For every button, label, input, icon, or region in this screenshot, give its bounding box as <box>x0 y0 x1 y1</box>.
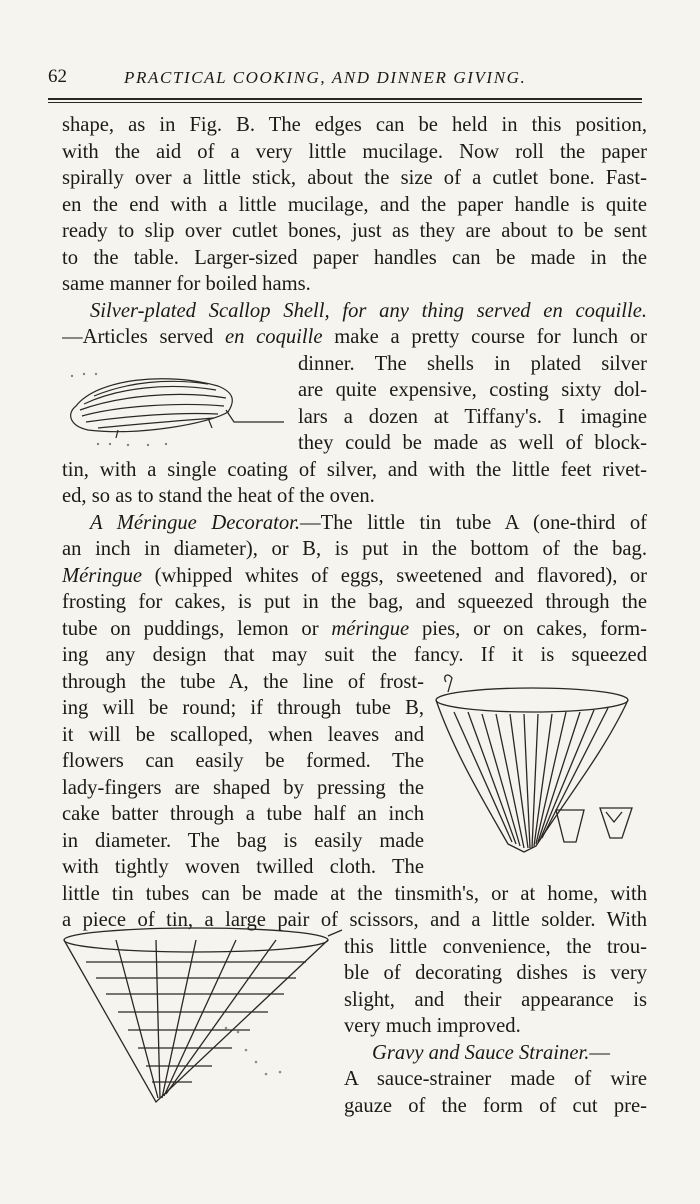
text-line <box>62 563 647 590</box>
meringue-a: tube on puddings, lemon or <box>62 617 332 640</box>
text-line: this little convenience, the trou- <box>344 935 647 958</box>
text-line: same manner for boiled hams. <box>62 273 311 295</box>
text-line: cake batter through a tube half an inch <box>62 803 424 825</box>
header-rule <box>48 98 642 100</box>
scallop-heading <box>62 298 647 325</box>
meringue-b: pies, or on cakes, form- <box>409 617 647 640</box>
meringue-bag-icon <box>424 672 654 862</box>
text-line: lady-fingers are shaped by pressing the <box>62 776 424 799</box>
scallop-lead: —Articles served <box>62 326 225 348</box>
text-line <box>62 510 647 537</box>
scallop-tail: make a pretty course for lunch or <box>322 326 647 348</box>
text-line: flowers can easily be formed. The <box>62 750 424 772</box>
text-line: spirally over a little stick, about the size of a cutlet bone. Fast- <box>62 167 647 189</box>
strainer-heading: Gravy and Sauce Strainer. <box>372 1041 590 1064</box>
page-number: 62 <box>48 66 67 87</box>
strainer-dash: — <box>589 1041 610 1064</box>
sauce-strainer-illustration <box>56 922 346 1108</box>
text-line: A sauce-strainer made of wire <box>344 1068 647 1090</box>
text-line: through the tube A, the line of frost- <box>62 670 424 693</box>
text-line: shape, as in Fig. B. The edges can be held in this position, <box>62 114 647 136</box>
text-line: are quite expensive, costing sixty dol- <box>298 379 647 401</box>
text-line: little tin tubes can be made at the tinsmith's, or at home, with <box>62 882 647 905</box>
text-line: with tightly woven twilled cloth. The <box>62 856 424 878</box>
text-line: an inch in diameter), or B, is put in the bottom of the bag. <box>62 538 647 560</box>
page-header <box>48 60 648 94</box>
text-line: very much improved. <box>344 1015 521 1037</box>
text-line: lars a dozen at Tiffany's. I imagine <box>298 405 647 428</box>
text-line: slight, and their appearance is <box>344 988 647 1011</box>
scallop-en-coquille: en coquille <box>224 326 323 348</box>
meringue-desc: (whipped whites of eggs, sweetened and flavored), or <box>154 564 647 587</box>
text-line: en the end with a little mucilage, and the paper handle is quite <box>62 193 647 216</box>
scallop-heading-text: Silver-plated Scallop Shell, for any thing served en coquille. <box>90 299 647 322</box>
meringue-word-lower: méringue <box>331 617 410 640</box>
strainer-icon <box>56 922 346 1108</box>
scallop-shell-illustration <box>58 366 290 450</box>
text-line: ready to slip over cutlet bones, just as they are about to be sent <box>62 220 647 242</box>
text-line: frosting for cakes, is put in the bag, and squeezed through the <box>62 591 647 613</box>
text-line: dinner. The shells in plated silver <box>298 352 647 375</box>
text-line: tin, with a single coating of silver, and with the little feet rivet- <box>62 458 647 481</box>
text-line: ing will be round; if through tube B, <box>62 697 424 719</box>
scallop-shell-icon <box>58 366 290 450</box>
meringue-word: Méringue <box>62 564 143 587</box>
text-line: ed, so as to stand the heat of the oven. <box>62 485 375 507</box>
running-title: PRACTICAL COOKING, AND DINNER GIVING. <box>124 68 527 87</box>
text-line: gauze of the form of cut pre- <box>344 1094 647 1117</box>
text-line: it will be scalloped, when leaves and <box>62 723 424 746</box>
text-line: ble of decorating dishes is very <box>344 962 647 984</box>
text-line <box>62 616 647 643</box>
text-line: a piece of tin, a large pair of scissors, and a little solder. With <box>62 909 647 931</box>
meringue-tail: —The little tin tube A (one-third of <box>300 511 647 534</box>
text-line: with the aid of a very little mucilage. Now roll the paper <box>62 140 647 163</box>
text-line <box>62 324 647 351</box>
meringue-heading: A Méringue Decorator. <box>90 511 301 534</box>
text-line: to the table. Larger-sized paper handles can be made in the <box>62 246 647 269</box>
text-line: ing any design that may suit the fancy. If it is squeezed <box>62 644 647 666</box>
text-line: in diameter. The bag is easily made <box>62 829 424 852</box>
text-line: they could be made as well of block- <box>298 432 647 454</box>
meringue-decorator-illustration <box>424 672 654 862</box>
header-rule-thin <box>48 102 642 103</box>
